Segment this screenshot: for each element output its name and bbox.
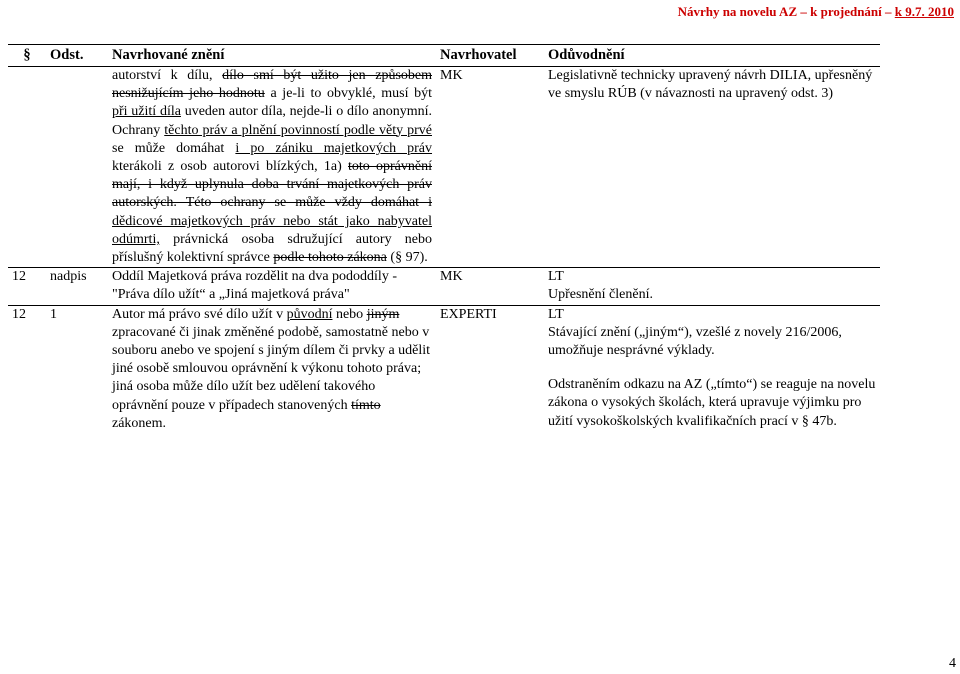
cell-oduvodneni: LT Upřesnění členění. — [544, 268, 880, 305]
col-header-oduvodneni: Odůvodnění — [544, 45, 880, 67]
header-date: k 9.7. 2010 — [894, 4, 954, 19]
page-number: 4 — [949, 656, 956, 671]
cell-odst — [46, 67, 108, 268]
col-header-paragraph: § — [8, 45, 46, 67]
cell-navrhovatel: EXPERTI — [436, 305, 544, 433]
cell-para: 12 — [8, 268, 46, 305]
table-row — [8, 67, 880, 268]
proposed-text: autorství k dílu, dílo smí být užito jen způsobem nesnižujícím jeho hodnotu a je-li to obvyklé, musí být při užití díla uveden autor díla, nejde-li o dílo anonymní. Ochrany těchto práv a plnění povinností podle věty prvé se může domáhat i po zániku majetkových práv kterákoli z osob autorovi blízkých, 1a) toto oprávnění mají, i když uplynula doba trvání majetkových práv autorských. Této ochrany se může vždy domáhat i dědicové majetkových práv nebo stát jako nabyvatel odúmrti, právnická osoba sdružující autory nebo příslušný kolektivní správce podle tohoto zákona (§ 97). — [112, 68, 433, 266]
table-row — [8, 268, 880, 305]
header-title: Návrhy na novelu AZ – k projednání – — [677, 4, 892, 19]
cell-oduvodneni: LT Stávající znění („jiným“), vzešlé z novely 216/2006, umožňuje nesprávné výklady. Odstraněním odkazu na AZ („tímto“) se reaguje na novelu zákona o vysokých školách, která upravuje výjimku pro užití vysokoškolských kvalifikačních prací v § 47b. — [544, 305, 880, 433]
cell-oduvodneni: Legislativně technicky upravený návrh DILIA, upřesněný ve smyslu RÚB (v návaznosti na upravený odst. 3) — [548, 68, 873, 102]
col-header-navrhovatel: Navrhovatel — [436, 45, 544, 67]
document-header — [678, 4, 954, 20]
cell-navrhovatel: MK — [440, 68, 463, 83]
proposed-text: Autor má právo své dílo užít v původní nebo jiným zpracované či jinak změněné podobě, samostatně nebo v souboru anebo ve spojení s jiným dílem či prvky a udělit jiné osobě smlouvou oprávnění k výkonu tohoto práva; jiná osoba může dílo užít bez udělení takového oprávnění pouze v případech stanovených tímto zákonem. — [112, 306, 431, 431]
cell-navrhovatel: MK — [436, 268, 544, 305]
table-row — [8, 305, 880, 433]
cell-zneni — [108, 305, 436, 433]
col-header-odst: Odst. — [46, 45, 108, 67]
cell-odst: 1 — [46, 305, 108, 433]
cell-odst: nadpis — [46, 268, 108, 305]
cell-para — [8, 67, 46, 268]
cell-para: 12 — [8, 305, 46, 433]
col-header-zneni: Navrhované znění — [108, 45, 436, 67]
cell-zneni — [108, 67, 436, 268]
table-header-row — [8, 45, 880, 67]
cell-zneni: Oddíl Majetková práva rozdělit na dva pododdíly - "Práva dílo užít“ a „Jiná majetková práva" — [108, 268, 436, 305]
proposals-table — [8, 44, 880, 433]
